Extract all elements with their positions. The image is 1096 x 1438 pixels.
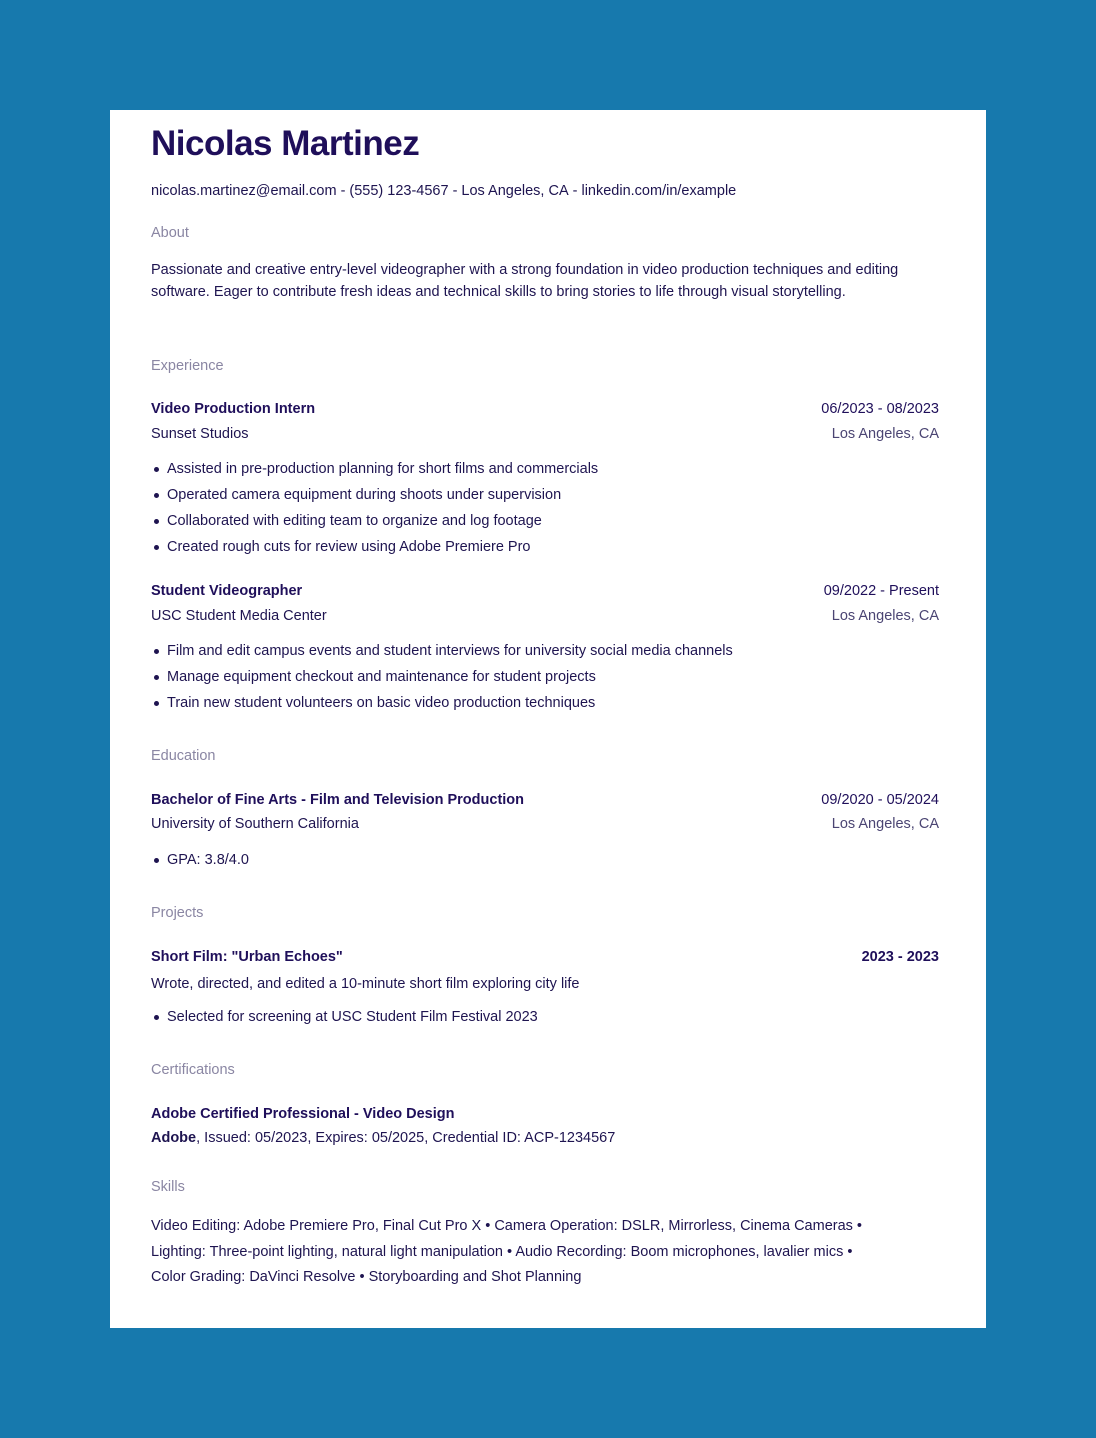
- experience-entry: [151, 582, 939, 712]
- job-title: Student Videographer: [151, 583, 303, 599]
- section-title-certifications: Certifications: [151, 1062, 235, 1078]
- list-item: Collaborated with editing team to organize and log footage: [167, 512, 939, 530]
- certification-name: Adobe Certified Professional - Video Design: [151, 1106, 455, 1122]
- candidate-name: Nicolas Martinez: [151, 124, 420, 163]
- contact-line: nicolas.martinez@email.com - (555) 123-4567 - Los Angeles, CA - linkedin.com/in/example: [151, 183, 737, 199]
- contact-linkedin[interactable]: linkedin.com/in/example: [581, 183, 737, 199]
- job-dates: 06/2023 - 08/2023: [821, 401, 939, 417]
- list-item: Film and edit campus events and student interviews for university social media channels: [167, 642, 939, 660]
- job-location: Los Angeles, CA: [831, 608, 939, 624]
- degree-title: Bachelor of Fine Arts - Film and Television Production: [151, 792, 525, 808]
- job-location: Los Angeles, CA: [831, 426, 939, 442]
- section-title-about: About: [151, 225, 189, 241]
- skills-text: [151, 1214, 939, 1291]
- list-item: Operated camera equipment during shoots under supervision: [167, 486, 939, 504]
- contact-location: Los Angeles, CA: [461, 183, 569, 199]
- skills-line: Lighting: Three-point lighting, natural light manipulation • Audio Recording: Boom microphones, lavalier mics •: [151, 1243, 853, 1260]
- job-bullets: [151, 642, 939, 712]
- section-title-experience: Experience: [151, 358, 224, 374]
- skills-line: Video Editing: Adobe Premiere Pro, Final Cut Pro X • Camera Operation: DSLR, Mirrorless, Cinema Cameras •: [151, 1218, 863, 1234]
- project-name: Short Film: "Urban Echoes": [151, 949, 343, 965]
- education-entry: [151, 791, 939, 869]
- project-dates: 2023 - 2023: [861, 949, 939, 965]
- company-name: USC Student Media Center: [151, 608, 327, 624]
- certification-issuer: Adobe: [151, 1130, 197, 1146]
- list-item: GPA: 3.8/4.0: [167, 851, 939, 869]
- job-bullets: [151, 460, 939, 556]
- project-description: Wrote, directed, and edited a 10-minute short film exploring city life: [151, 976, 580, 992]
- project-entry: [151, 948, 939, 1026]
- skills-line: Color Grading: DaVinci Resolve • Storyboarding and Shot Planning: [151, 1269, 582, 1285]
- list-item: Created rough cuts for review using Adobe Premiere Pro: [167, 538, 939, 556]
- company-name: Sunset Studios: [151, 426, 249, 442]
- list-item: Selected for screening at USC Student Film Festival 2023: [167, 1008, 939, 1026]
- job-title: Video Production Intern: [151, 401, 316, 417]
- section-title-education: Education: [151, 748, 216, 764]
- section-title-skills: Skills: [151, 1179, 185, 1195]
- contact-email[interactable]: nicolas.martinez@email.com: [151, 183, 337, 199]
- certification-details: Adobe, Issued: 05/2023, Expires: 05/2025, Credential ID: ACP-1234567: [151, 1130, 616, 1146]
- contact-phone: (555) 123-4567: [349, 183, 449, 199]
- school-location: Los Angeles, CA: [831, 816, 939, 832]
- education-dates: 09/2020 - 05/2024: [821, 792, 939, 808]
- section-title-projects: Projects: [151, 905, 204, 921]
- list-item: Assisted in pre-production planning for short films and commercials: [167, 460, 939, 478]
- about-text: Passionate and creative entry-level videographer with a strong foundation in video production techniques and editing software. Eager to contribute fresh ideas and technical skills to bring stories to life through visual storytelling.: [151, 262, 899, 300]
- certification-entry: [151, 1105, 939, 1147]
- job-dates: 09/2022 - Present: [823, 583, 939, 599]
- experience-entry: [151, 400, 939, 556]
- education-bullets: [151, 851, 939, 869]
- school-name: University of Southern California: [151, 816, 359, 832]
- resume-page: [110, 110, 986, 1328]
- list-item: Train new student volunteers on basic video production techniques: [167, 694, 939, 712]
- list-item: Manage equipment checkout and maintenance for student projects: [167, 668, 939, 686]
- project-bullets: [151, 1008, 939, 1026]
